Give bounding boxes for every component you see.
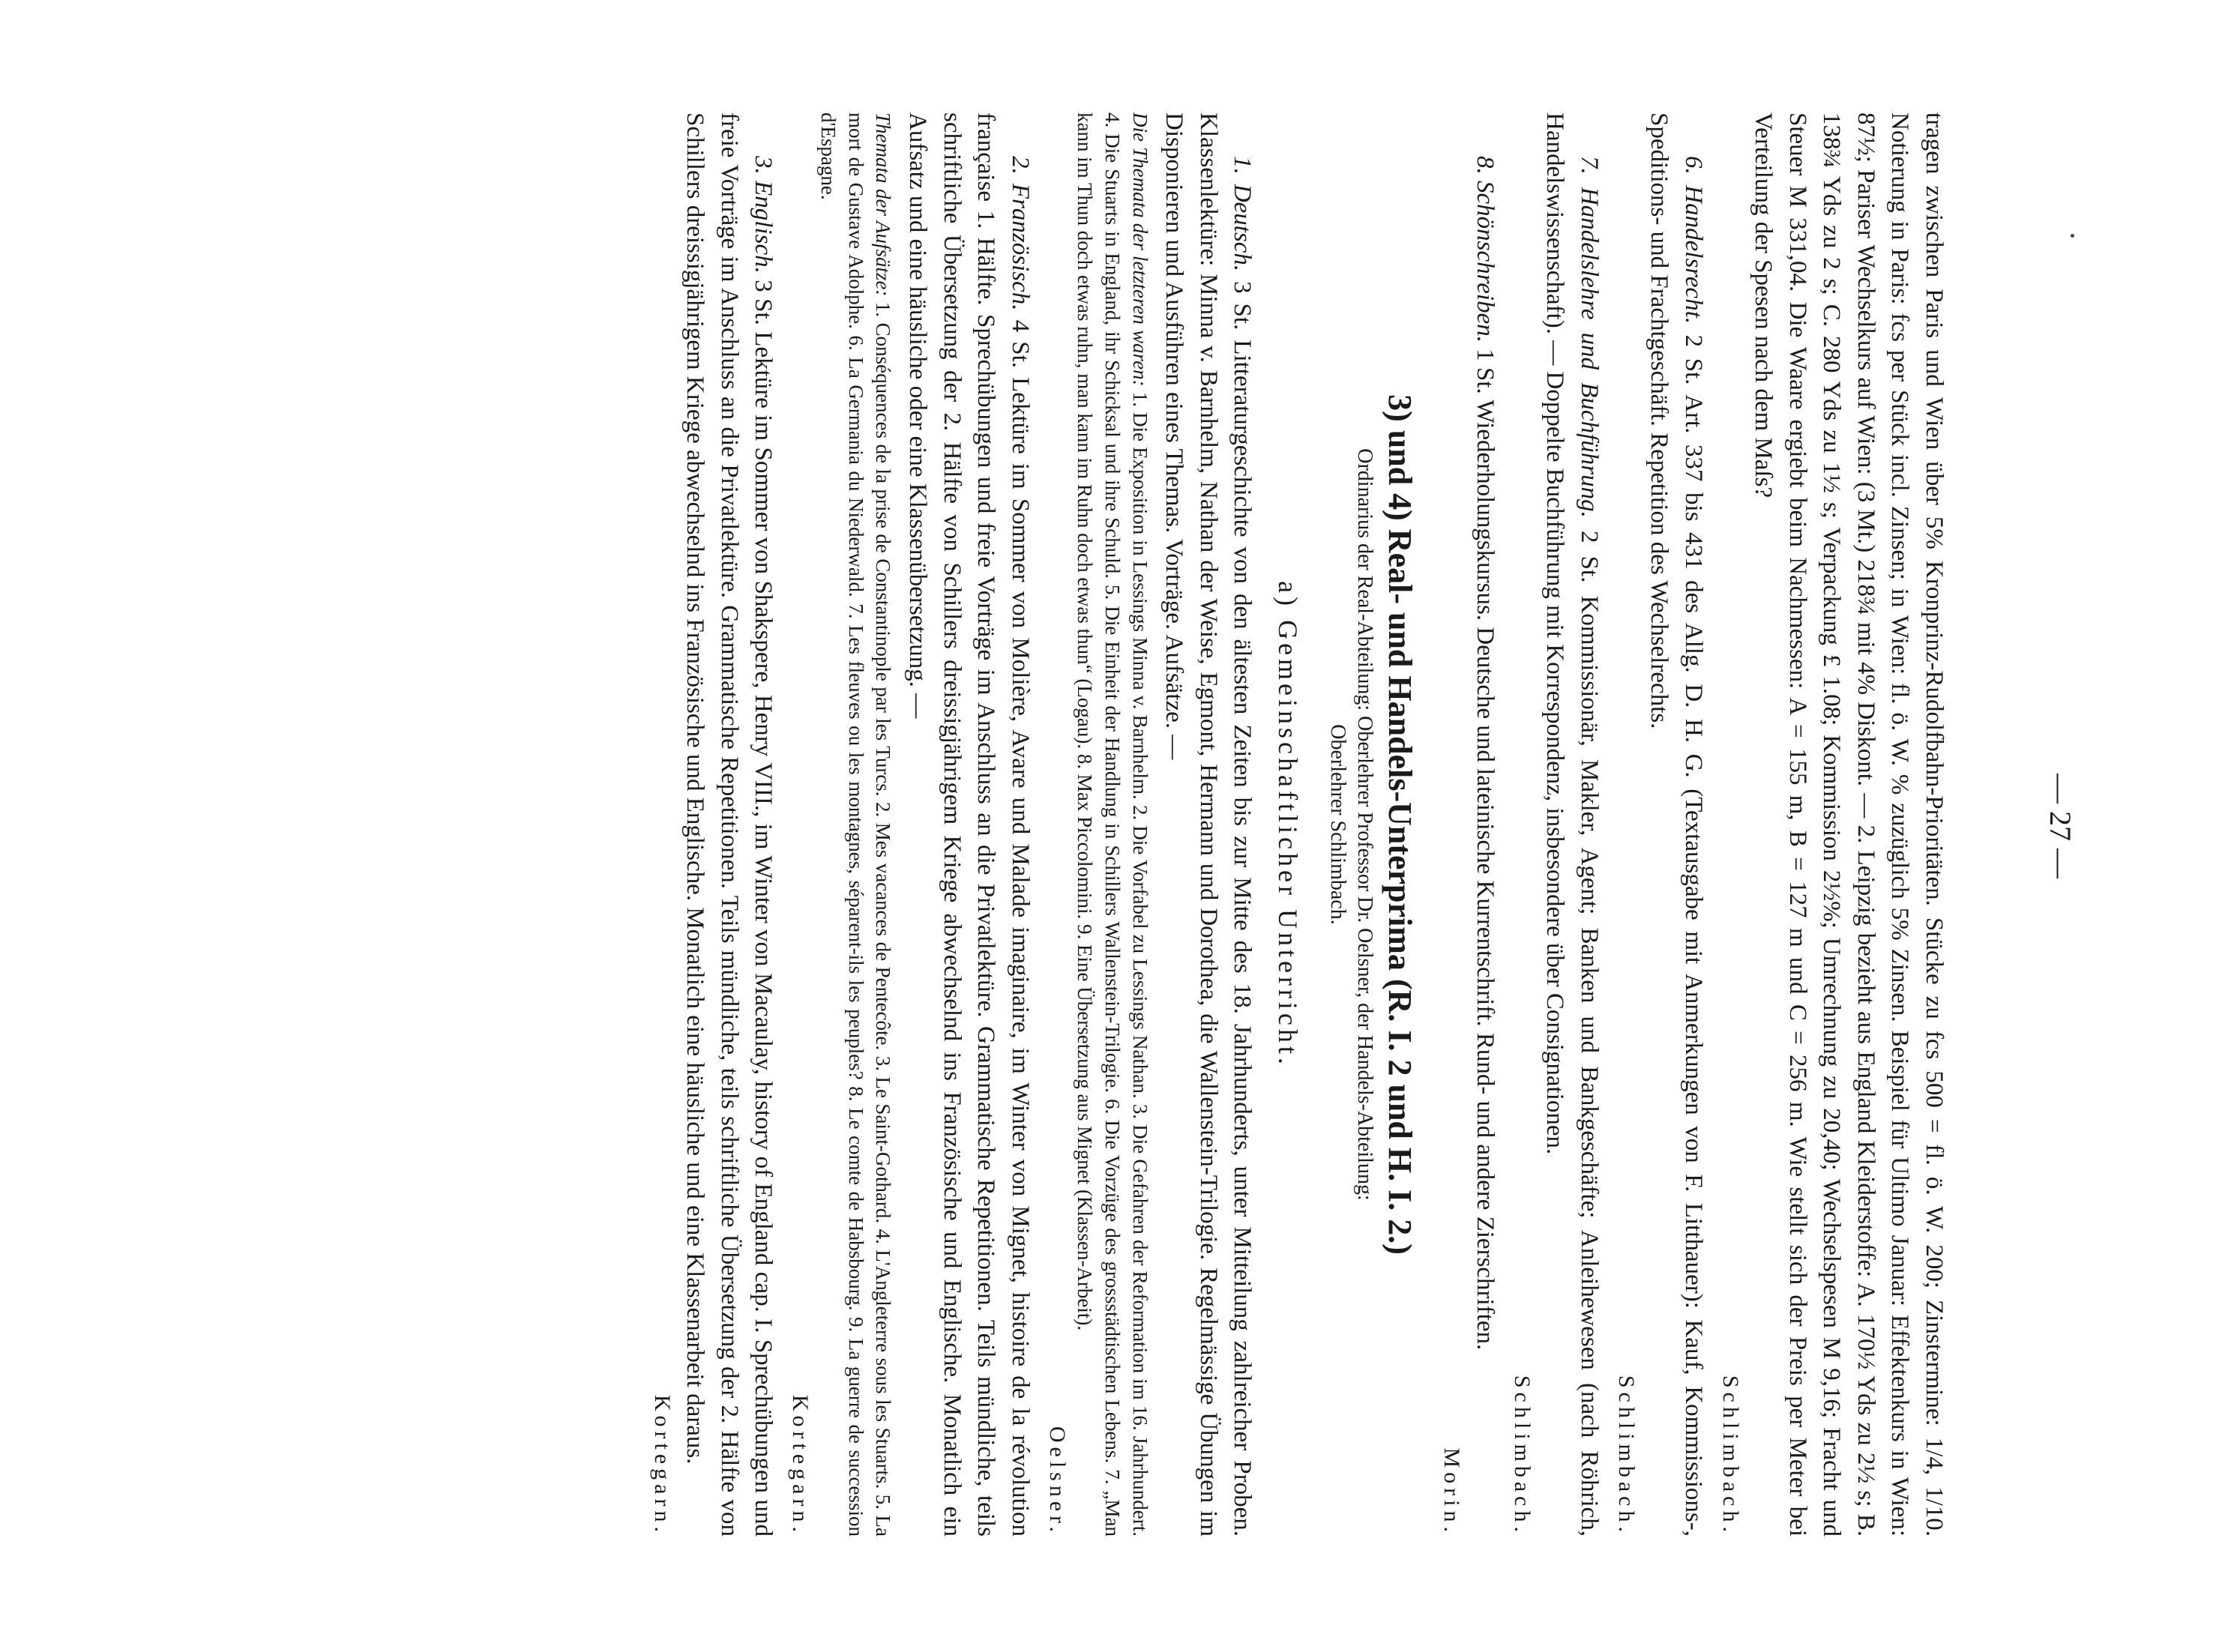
text-schoenschreiben: 1 St. Wiederholungskursus. Deutsche und lateinische Kurrentschrift. Rund- und andere Zierschriften.	[1471, 342, 1499, 1351]
page-number: — 27 —	[2044, 774, 2077, 878]
signature-oelsner: Oelsner.	[1044, 1426, 1070, 1537]
lead-franzoesisch-themata: Themata der Aufsätze:	[872, 112, 895, 297]
signature-schlimbach-2: Schlimbach.	[1613, 1375, 1639, 1537]
paragraph-deutsch-themata	[1071, 112, 1154, 1537]
section-heading: 3) und 4) Real- und Handels-Unterprima (R. I. 2 und H. I. 2.)	[1382, 394, 1419, 1255]
text-handelslehre: 2 St. Kommissionär, Makler, Agent; Banken und Bankgeschäfte; Anleihewesen (nach Röhrich, Handelswissenschaft). — Doppelte Buchführung mit Korrespondenz, insbesondere über Consignationen.	[1541, 112, 1603, 1537]
lead-franzoesisch: 2. Französisch.	[1006, 156, 1034, 311]
text-handelsrecht: 2 St. Art. 337 bis 431 des Allg. D. H. G. (Textausgabe mit Anmerkungen von F. Litthauer): Kauf, Kommissions-, Speditions- und Frachtgeschäft. Repetition des Wechselrechts.	[1646, 112, 1707, 1537]
paragraph-franzoesisch-themata	[814, 112, 897, 1537]
lead-deutsch: 1. Deutsch.	[1229, 156, 1256, 272]
ordinarius-line-2: Oberlehrer Schlimbach.	[1325, 724, 1349, 925]
text-franzoesisch-themata: 1. Conséquences de la prise de Constantinople par les Turcs. 2. Mes vacances de Pentecôte. 3. Le Saint-Gothard. 4. L'Angleterre sous les Stuarts. 5. La mort de Gustave Adolphe. 6. La Germania du Niederwald. 7. Les fleuves ou les montagnes, séparent-ils les peuples? 8. Le comte de Habsbourg. 9. La guerre de succession d'Espagne.	[817, 112, 895, 1537]
paragraph-franzoesisch	[900, 112, 1037, 1537]
text-englisch: 3 St. Lektüre im Sommer von Shakspere, Henry VIII., im Winter von Macaulay, history of England cap. I. Sprechübungen und freie Vorträge im Anschluss an die Privatlektüre. Grammatische Repetitionen. Teils mündliche, teils schriftliche Übersetzung der 2. Hälfte von Schillers dreissigjährigem Kriege abwechselnd ins Französische und Englische. Monatlich eine häusliche und eine Klassenarbeit daraus.	[681, 112, 777, 1537]
page-content	[642, 112, 1951, 1537]
subsection-title: a) Gemeinschaftlicher Unterricht.	[1273, 581, 1304, 1068]
lead-schoenschreiben: 8. Schönschreiben.	[1471, 156, 1499, 343]
paragraph-handelslehre	[1538, 112, 1606, 1537]
text-deutsch: 3 St. Litteraturgeschichte von den ältesten Zeiten bis zur Mitte des 18. Jahrhunderts, unter Mitteilung zahlreicher Proben. Klassenlektüre: Minna v. Barnhelm, Nathan der Weise, Egmont, Hermann und Dorothea, die Wallenstein-Trilogie. Regelmässige Übungen im Disponieren und Ausführen eines Themas. Vorträge. Aufsätze. —	[1160, 112, 1256, 1537]
signature-schlimbach-1: Schlimbach.	[1717, 1375, 1743, 1537]
paragraph-schoenschreiben	[1467, 112, 1502, 1537]
paragraph-englisch	[678, 112, 780, 1537]
text-franzoesisch: 4 St. Lektüre im Sommer von Molière, Avare und Malade imaginaire, im Winter von Mignet, histoire de la révolution française 1. Hälfte. Sprechübungen und freie Vorträge im Anschluss an die Privatlektüre. Grammatische Repetitionen. Teils mündliche, teils schriftliche Übersetzung der 2. Hälfte von Schillers dreissigjährigem Kriege abwechselnd ins Französische und Englische. Monatlich ein Aufsatz und eine häusliche oder eine Klassenübersetzung. —	[904, 112, 1034, 1537]
lead-handelsrecht: 6. Handelsrecht.	[1679, 156, 1707, 325]
paragraph-deutsch	[1157, 112, 1259, 1537]
paragraph-handelsrecht	[1642, 112, 1710, 1537]
signature-schlimbach-3: Schlimbach.	[1509, 1375, 1535, 1537]
paragraph-exchange-example: tragen zwischen Paris und Wien über 5% Kronprinz-Rudolfbahn-Prioritäten. Stücke zu fcs 500 = fl. ö. W. 200; Zinstermine: 1/4, 1/10. Notierung in Paris: fcs per Stück incl. Zinsen; in Wien: fl. ö. W. % zuzüglich 5% Zinsen. Beispiel für Ultimo Januar: Effektenkurs in Wien: 87½; Pariser Wechselkurs auf Wien: (3 Mt.) 218¾ mit 4% Diskont. — 2. Leipzig bezieht aus England Kleiderstoffe: A. 170½ Yds zu 2½ s; B. 138¾ Yds zu 2 s; C. 280 Yds zu 1½ s; Verpackung £ 1.08; Kommission 2½%; Umrechnung zu 20,40; Wechselspesen M 9,16; Fracht und Steuer M 331,04. Die Waare ergiebt beim Nachmessen: A = 155 m, B = 127 m und C = 256 m. Wie stellt sich der Preis per Meter bei Verteilung der Spesen nach dem Maſs?	[1750, 112, 1948, 1537]
lead-englisch: 3. Englisch.	[750, 156, 777, 274]
lead-deutsch-themata: Die Themata der letzteren waren:	[1128, 112, 1151, 387]
signature-kortegarn-1: Kortegarn.	[788, 1394, 813, 1537]
signature-morin: Morin.	[1439, 1447, 1465, 1537]
signature-kortegarn-2: Kortegarn.	[649, 1394, 675, 1537]
text-deutsch-themata: 1. Die Exposition in Lessings Minna v. Barnhelm. 2. Die Vorfabel zu Lessings Nathan. 3. Die Gefahren der Reformation im 16. Jahrhundert. 4. Die Stuarts in England, ihr Schicksal und ihre Schuld. 5. Die Einheit der Handlung in Schillers Wallenstein-Trilogie. 6. Die Vorzüge des grossstädtischen Lebens. 7. „Man kann im Thun doch etwas ruhn, man kann im Ruhn doch etwas thun“ (Logau). 8. Max Piccolomini. 9. Eine Übersetzung aus Mignet (Klassen-Arbeit).	[1074, 112, 1151, 1537]
ordinarius-line: Ordinarius der Real-Abteilung: Oberlehrer Professor Dr. Oelsner, der Handels-Abteilung:	[1353, 448, 1377, 1201]
lead-handelslehre: 7. Handelslehre und Buchführung.	[1575, 156, 1603, 518]
